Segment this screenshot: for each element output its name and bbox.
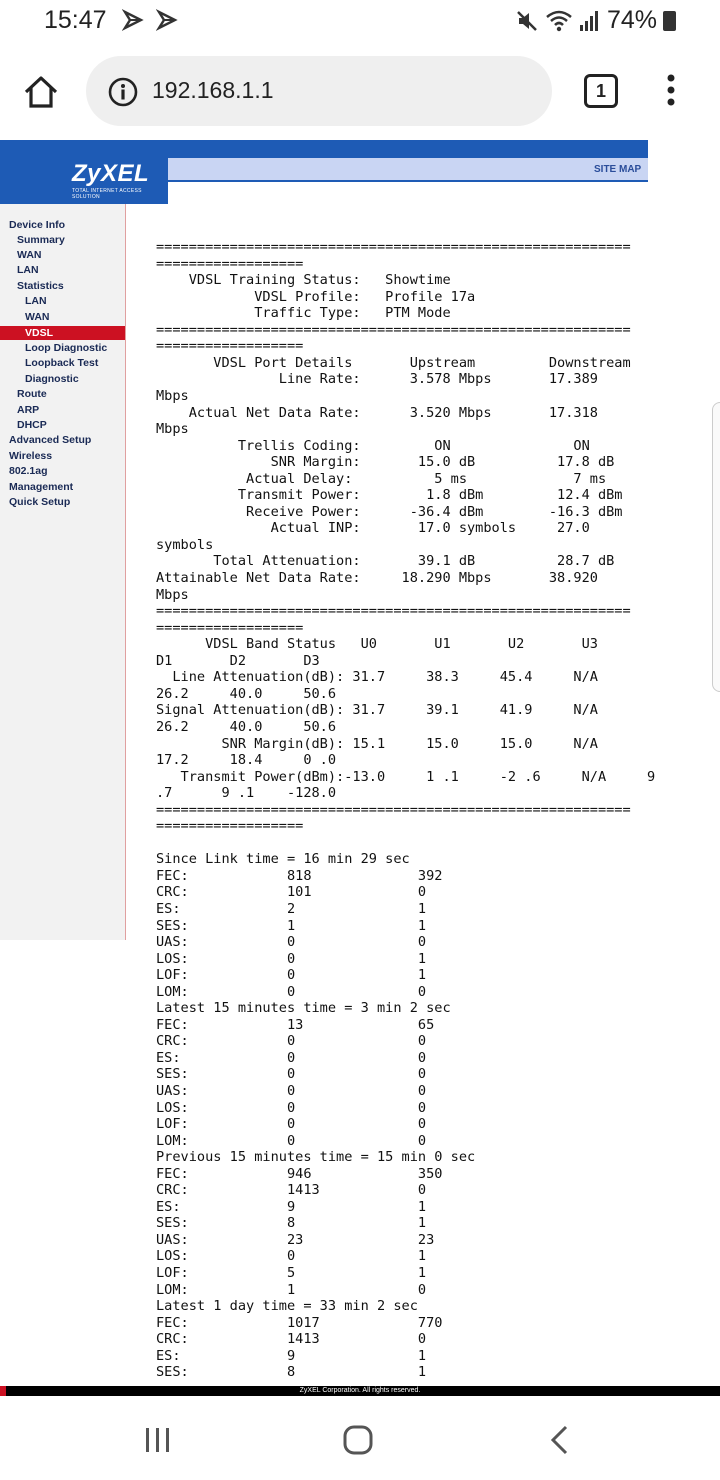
stats-line: D1 D2 D3 <box>156 652 320 669</box>
nav-diagnostic[interactable]: Diagnostic <box>25 373 79 385</box>
stats-line: SES: 8 1 <box>156 1215 427 1232</box>
stats-line: ========================================================== <box>156 321 631 338</box>
nav-quick-setup[interactable]: Quick Setup <box>9 496 71 508</box>
stats-line: Transmit Power: 1.8 dBm 12.4 dBm <box>156 487 623 504</box>
nav-dhcp[interactable]: DHCP <box>17 419 47 431</box>
router-page <box>0 140 720 1386</box>
nav-statistics[interactable]: Statistics <box>17 280 64 292</box>
stats-line: CRC: 1413 0 <box>156 1331 427 1348</box>
stats-line: Mbps <box>156 586 189 603</box>
recent-apps-icon[interactable] <box>144 1426 172 1454</box>
stats-line: SES: 1 1 <box>156 917 427 934</box>
stats-line: ES: 9 1 <box>156 1198 427 1215</box>
stats-line: ================== <box>156 818 304 835</box>
stats-line: UAS: 23 23 <box>156 1231 435 1248</box>
header-band-light <box>168 158 648 180</box>
router-footer <box>0 1386 720 1396</box>
header-band <box>168 140 648 158</box>
stats-line: ================== <box>156 338 304 355</box>
stats-line: Mbps <box>156 388 189 405</box>
footer-copyright: ZyXEL Corporation. All rights reserved. <box>299 1387 421 1394</box>
stats-line <box>156 206 716 223</box>
stats-line: UAS: 0 0 <box>156 934 427 951</box>
battery-icon <box>663 11 676 31</box>
stats-line: CRC: 0 0 <box>156 1033 427 1050</box>
stats-line: Line Attenuation(dB): 31.7 38.3 45.4 N/A <box>156 669 598 686</box>
sidebar-nav <box>0 204 126 940</box>
notification-icon <box>122 9 144 31</box>
stats-line: SES: 0 0 <box>156 1066 427 1083</box>
nav-stats-lan[interactable]: LAN <box>25 295 47 307</box>
router-header <box>0 140 720 204</box>
stats-line: VDSL Band Status U0 U1 U2 U3 <box>156 636 598 653</box>
stats-line: .7 9 .1 -128.0 <box>156 785 337 802</box>
home-icon[interactable] <box>22 74 60 110</box>
stats-line: Actual INP: 17.0 symbols 27.0 <box>156 520 590 537</box>
stats-line: symbols <box>156 536 214 553</box>
url-text[interactable]: 192.168.1.1 <box>152 77 274 103</box>
stats-line: Since Link time = 16 min 29 sec <box>156 851 410 868</box>
vdsl-statistics <box>156 206 716 1381</box>
stats-line: 26.2 40.0 50.6 <box>156 685 337 702</box>
battery-percent: 74% <box>606 6 657 34</box>
nav-loopback-test[interactable]: Loopback Test <box>25 357 99 369</box>
stats-line: 26.2 40.0 50.6 <box>156 718 337 735</box>
nav-lan[interactable]: LAN <box>17 264 39 276</box>
scroll-handle[interactable] <box>712 402 720 692</box>
stats-line: FEC: 1017 770 <box>156 1314 443 1331</box>
status-bar <box>0 0 720 44</box>
nav-device-info[interactable]: Device Info <box>9 219 66 231</box>
notification-icon <box>156 9 178 31</box>
stats-line: LOS: 0 0 <box>156 1099 427 1116</box>
stats-line: Latest 15 minutes time = 3 min 2 sec <box>156 1000 451 1017</box>
stats-line: Traffic Type: PTM Mode <box>156 305 451 322</box>
stats-line: VDSL Port Details Upstream Downstream <box>156 354 631 371</box>
nav-stats-vdsl[interactable]: VDSL <box>0 326 125 340</box>
nav-advanced-setup[interactable]: Advanced Setup <box>9 434 92 446</box>
stats-line: Line Rate: 3.578 Mbps 17.389 <box>156 371 598 388</box>
stats-line: LOS: 0 1 <box>156 950 427 967</box>
stats-line: FEC: 818 392 <box>156 867 443 884</box>
nav-stats-wan[interactable]: WAN <box>25 311 50 323</box>
browser-toolbar <box>0 44 720 141</box>
stats-line: CRC: 101 0 <box>156 884 427 901</box>
stats-line: SNR Margin: 15.0 dB 17.8 dB <box>156 454 615 471</box>
stats-line: Signal Attenuation(dB): 31.7 39.1 41.9 N/A <box>156 702 598 719</box>
nav-arp[interactable]: ARP <box>17 404 40 416</box>
nav-management[interactable]: Management <box>9 481 74 493</box>
stats-line <box>156 223 716 240</box>
signal-icon <box>579 9 601 33</box>
nav-wan[interactable]: WAN <box>17 249 42 261</box>
stats-line: LOS: 0 1 <box>156 1248 427 1265</box>
header-divider <box>168 180 648 182</box>
stats-line: ========================================================== <box>156 239 631 256</box>
nav-summary[interactable]: Summary <box>17 234 65 246</box>
stats-line: LOM: 1 0 <box>156 1281 427 1298</box>
system-nav-bar <box>0 1396 720 1480</box>
back-icon[interactable] <box>548 1424 572 1456</box>
stats-line: LOM: 0 0 <box>156 1132 427 1149</box>
stats-line: UAS: 0 0 <box>156 1082 427 1099</box>
stats-line: Transmit Power(dBm):-13.0 1 .1 -2 .6 N/A 9 <box>156 768 656 785</box>
home-button-icon[interactable] <box>342 1424 374 1456</box>
logo-tagline: TOTAL INTERNET ACCESS SOLUTION <box>72 188 142 200</box>
stats-line: VDSL Training Status: Showtime <box>156 272 451 289</box>
stats-line: ================== <box>156 255 304 272</box>
status-time: 15:47 <box>44 6 107 34</box>
stats-line: FEC: 13 65 <box>156 1016 435 1033</box>
stats-line: ES: 9 1 <box>156 1347 427 1364</box>
stats-line: LOM: 0 0 <box>156 983 427 1000</box>
stats-line: ES: 0 0 <box>156 1049 427 1066</box>
stats-line: SNR Margin(dB): 15.1 15.0 15.0 N/A <box>156 735 598 752</box>
stats-line: Mbps <box>156 421 189 438</box>
stats-line: Actual Delay: 5 ms 7 ms <box>156 470 607 487</box>
logo-text: ZyXEL <box>72 160 150 187</box>
mute-icon <box>515 9 539 33</box>
stats-line: 17.2 18.4 0 .0 <box>156 752 337 769</box>
stats-line: ========================================================== <box>156 603 631 620</box>
stats-line: SES: 8 1 <box>156 1364 427 1381</box>
stats-line <box>156 835 716 852</box>
stats-line: ================== <box>156 619 304 636</box>
tab-switcher-button[interactable]: 1 <box>584 74 618 108</box>
stats-line: Attainable Net Data Rate: 18.290 Mbps 38.920 <box>156 570 598 587</box>
stats-line: LOF: 0 0 <box>156 1116 427 1133</box>
stats-line: Actual Net Data Rate: 3.520 Mbps 17.318 <box>156 404 598 421</box>
nav-route[interactable]: Route <box>17 388 47 400</box>
address-bar[interactable] <box>86 56 552 126</box>
nav-wireless[interactable]: Wireless <box>9 450 53 462</box>
stats-line: FEC: 946 350 <box>156 1165 443 1182</box>
stats-line: ES: 2 1 <box>156 900 427 917</box>
site-map-link[interactable]: SITE MAP <box>594 164 642 175</box>
stats-line: LOF: 5 1 <box>156 1265 427 1281</box>
more-menu-icon[interactable] <box>666 74 676 106</box>
stats-line: Total Attenuation: 39.1 dB 28.7 dB <box>156 553 615 570</box>
stats-line: Latest 1 day time = 33 min 2 sec <box>156 1298 418 1315</box>
stats-line: Trellis Coding: ON ON <box>156 437 590 454</box>
info-icon[interactable] <box>108 77 138 107</box>
stats-line: LOF: 0 1 <box>156 967 427 984</box>
stats-line: CRC: 1413 0 <box>156 1182 427 1199</box>
nav-loop-diagnostic[interactable]: Loop Diagnostic <box>25 342 108 354</box>
wifi-icon <box>545 9 573 33</box>
stats-line: ========================================================== <box>156 801 631 818</box>
zyxel-logo[interactable] <box>0 140 168 204</box>
nav-8021ag[interactable]: 802.1ag <box>9 465 48 477</box>
stats-line: Receive Power: -36.4 dBm -16.3 dBm <box>156 503 623 520</box>
stats-line: VDSL Profile: Profile 17a <box>156 288 476 305</box>
stats-line: Previous 15 minutes time = 15 min 0 sec <box>156 1149 476 1166</box>
